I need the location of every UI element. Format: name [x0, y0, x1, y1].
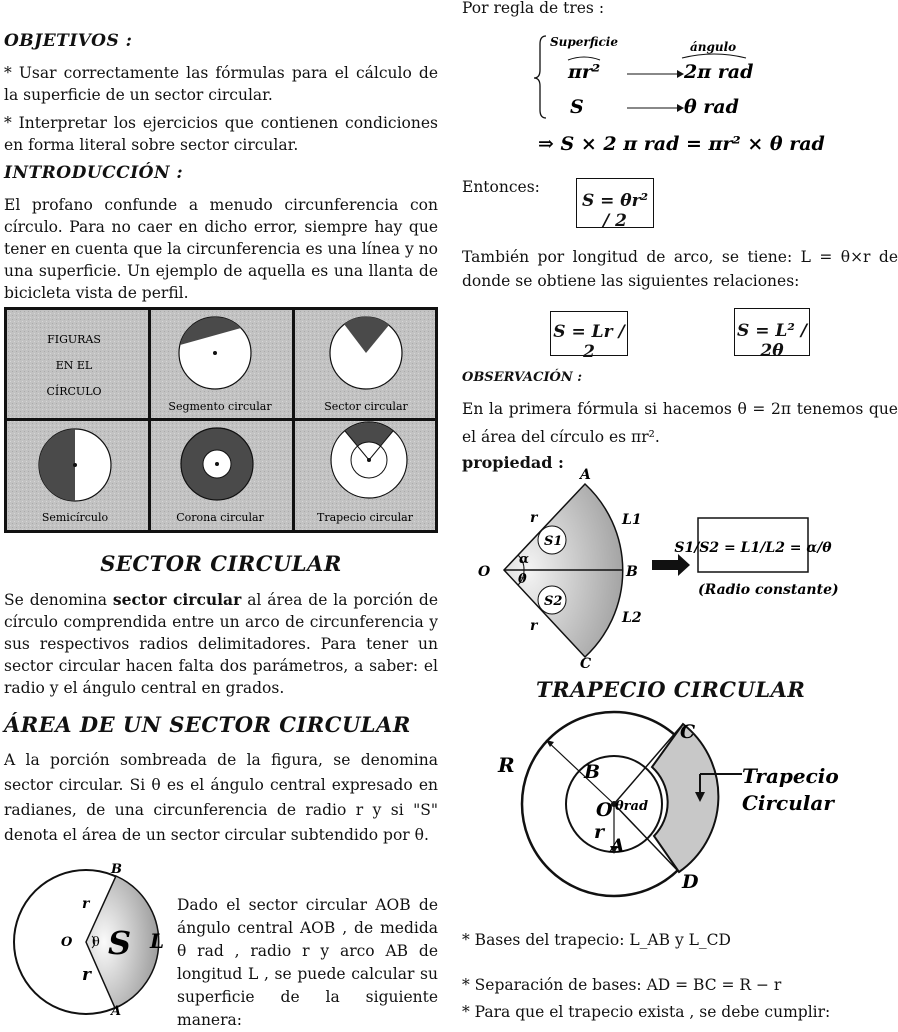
trapecio-small-figure [331, 422, 407, 498]
fig-label-L: L [150, 929, 165, 953]
trapecio-figure [498, 712, 898, 902]
prop-label-B: B [626, 564, 638, 580]
grid-cell1-line3: CÍRCULO [46, 385, 102, 398]
trap-label-B: B [584, 761, 601, 783]
label-corona: Corona circular [176, 511, 264, 524]
sector-title: SECTOR CIRCULAR [100, 551, 342, 576]
fig-label-A: A [111, 1004, 122, 1019]
trap-label-A: A [610, 835, 625, 857]
formula-3-box [734, 308, 810, 361]
semicirculo-figure [39, 429, 111, 501]
propiedad-text: propiedad : [462, 453, 564, 472]
prop-label-r2: r [530, 618, 538, 634]
sector-aob-figure [4, 858, 176, 1020]
objetivo-1: * Usar correctamente las fórmulas para el cálculo de la superficie de un sector circular. [4, 64, 438, 104]
prop-label-O: O [478, 564, 491, 580]
figures-grid-svg [4, 307, 438, 533]
formula-3: S = L² / 2θ [737, 321, 807, 361]
area-title: ÁREA DE UN SECTOR CIRCULAR [4, 712, 411, 737]
sector-text [4, 589, 438, 699]
label-trapecio: Trapecio circular [316, 511, 414, 524]
formula-1-box [576, 178, 654, 231]
prop-label-r1: r [530, 510, 538, 526]
formula-1: S = θr² / 2 [581, 191, 649, 231]
tambien-text: También por longitud de arco, se tiene: L = θ×r de donde se obtiene las siguientes relaciones: [462, 248, 898, 290]
dado-text: Dado el sector circular AOB de ángulo central AOB , de medida θ rad , radio r y arco AB de longitud L , se puede calcular su superficie de la siguiente manera: [177, 896, 438, 1029]
prop-label-alpha: α [519, 552, 530, 567]
formula-2: S = Lr / 2 [553, 322, 625, 362]
trap-label-r: r [594, 821, 605, 843]
sector-figure [330, 317, 402, 389]
objetivo-2: * Interpretar los ejercicios que contienen condiciones en forma literal sobre sector circular. [4, 114, 438, 154]
label-semicirculo: Semicírculo [41, 511, 109, 524]
prop-label-A: A [580, 467, 591, 483]
trap-label-rad: θrad [615, 799, 649, 814]
corona-figure [181, 428, 253, 500]
figures-grid [4, 307, 438, 533]
fig-label-S: S [108, 924, 132, 962]
rule-pi-r2: πr² [568, 61, 601, 83]
fig-label-r2: r [82, 965, 91, 985]
sector-text-pre: Se denomina [4, 591, 113, 609]
trap-label-R: R [498, 753, 515, 777]
intro-title: INTRODUCCIÓN : [4, 163, 184, 183]
observacion-title: OBSERVACIÓN : [462, 370, 583, 385]
trap-label-circular: Circular [742, 791, 834, 815]
rule-result: ⇒ S × 2 π rad = πr² × θ rad [538, 133, 825, 155]
fig-label-theta: θ [92, 935, 100, 950]
prop-formula: S1/S2 = L1/L2 = α/θ [674, 540, 832, 556]
trap-label-trapecio: Trapecio [742, 764, 839, 788]
para-que-text: * Para que el trapecio exista , se debe cumplir: [462, 1003, 831, 1021]
trap-label-C: C [680, 721, 696, 743]
label-sector: Sector circular [324, 400, 408, 413]
observacion-text: En la primera fórmula si hacemos θ = 2π tenemos que el área del círculo es πr². [462, 400, 898, 446]
regla-text: Por regla de tres : [462, 0, 605, 17]
grid-cell1-line1: FIGURAS [47, 333, 101, 346]
sector-text-post: al área de la porción de círculo comprendida entre un arco de circunferencia y sus respectivos radios delimitadores. Para tener un sector circular hacen falta dos parámetros, a saber: el radio y el ángulo central en grados. [4, 591, 438, 697]
rule-2pi-rad: 2π rad [684, 61, 754, 83]
rule-superficie: Superficie [550, 35, 618, 49]
prop-label-theta: θ [518, 572, 527, 587]
separacion-text: * Separación de bases: AD = BC = R − r [462, 976, 782, 994]
entonces-text: Entonces: [462, 178, 540, 196]
prop-label-S2: S2 [544, 594, 563, 609]
fig-label-r1: r [82, 896, 90, 912]
trapecio-title: TRAPECIO CIRCULAR [536, 677, 806, 702]
prop-label-L1: L1 [622, 512, 642, 528]
rule-angulo: ángulo [690, 40, 737, 54]
intro-text: El profano confunde a menudo circunferencia con círculo. Para no caer en dicho error, siempre hay que tener en cuenta que la circunferencia es una línea y no una superficie. Un ejemplo de aquella es una llanta de bicicleta vista de perfil. [4, 196, 438, 302]
area-text: A la porción sombreada de la figura, se denomina sector circular. Si θ es el ángulo central expresado en radianes, de una circunferencia de radio r y si "S" denota el área de un sector circular subtendido por θ. [4, 751, 438, 844]
fig-label-B: B [111, 862, 122, 877]
grid-cell1-line2: EN EL [55, 359, 93, 372]
rule-S: S [570, 96, 584, 118]
arrow-right-icon [652, 554, 690, 576]
fig-label-O: O [61, 935, 73, 950]
prop-label-L2: L2 [622, 610, 642, 626]
formula-2-box [550, 311, 628, 362]
segmento-figure [179, 317, 251, 389]
bases-text: * Bases del trapecio: L_AB y L_CD [462, 931, 731, 949]
objetivos-title: OBJETIVOS : [4, 31, 133, 51]
rule-theta-rad: θ rad [684, 96, 739, 118]
rule-of-three [532, 30, 832, 162]
trap-label-O: O [596, 799, 613, 821]
sector-text-bold: sector circular [112, 590, 242, 609]
trap-label-D: D [682, 871, 699, 893]
prop-label-C: C [580, 656, 592, 672]
label-segmento: Segmento circular [168, 400, 272, 413]
propiedad-figure [472, 462, 892, 676]
prop-label-S1: S1 [544, 534, 563, 549]
radio-constante: (Radio constante) [698, 582, 839, 598]
